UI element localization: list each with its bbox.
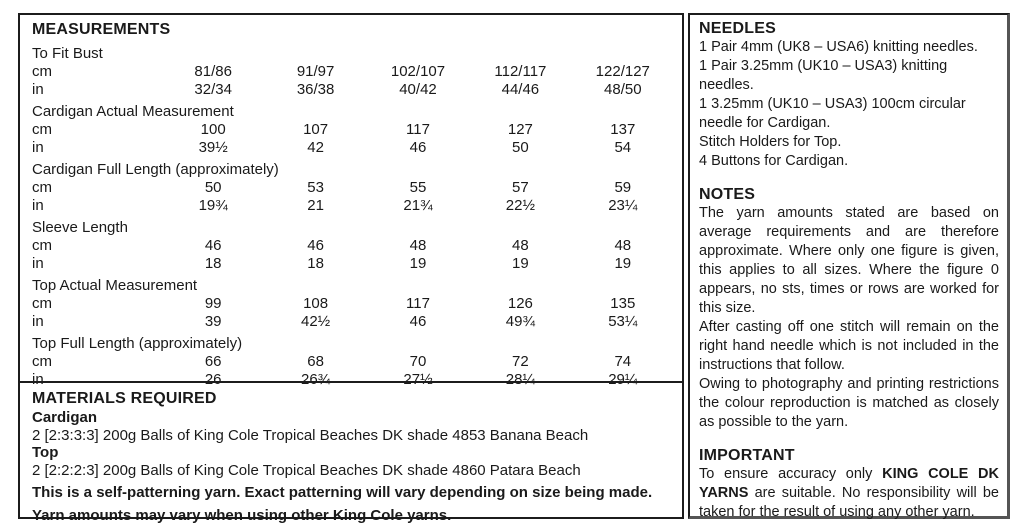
unit-label: in <box>32 196 44 214</box>
measurement-value: 27½ <box>403 370 433 388</box>
measurement-row-cm <box>32 353 674 371</box>
materials-note-yarn-amounts: Yarn amounts may vary when using other King Cole yarns. <box>32 506 452 524</box>
measurement-value: 44/46 <box>501 80 540 98</box>
materials-item-text-cardigan: 2 [2:3:3:3] 200g Balls of King Cole Tropical Beaches DK shade 4853 Banana Beach <box>32 426 589 444</box>
measurement-row-in <box>32 255 674 273</box>
measurement-value: 39½ <box>198 138 228 156</box>
measurement-group-label: Sleeve Length <box>32 219 128 236</box>
important-paragraph <box>699 465 999 522</box>
needles-line: 1 3.25mm (UK10 – USA3) 100cm circular needle for Cardigan. <box>699 96 966 131</box>
measurement-value: 19 <box>512 254 529 272</box>
unit-label: in <box>32 312 44 330</box>
measurement-group-label: Top Actual Measurement <box>32 277 198 294</box>
measurement-row-cm <box>32 237 674 255</box>
measurement-group-label: Top Full Length (approximately) <box>32 335 243 352</box>
unit-label: cm <box>32 295 52 312</box>
unit-label: cm <box>32 353 52 370</box>
unit-label: in <box>32 254 44 272</box>
important-bold-brand: KING COLE DK YARNS <box>699 466 999 501</box>
needles-line: 1 Pair 4mm (UK8 – USA6) knitting needles. <box>699 39 978 55</box>
needles-section <box>699 19 999 171</box>
needles-line: 4 Buttons for Cardigan. <box>699 153 849 169</box>
measurement-value: 126 <box>507 295 533 312</box>
left-panel <box>18 13 684 524</box>
measurement-value: 49¾ <box>505 312 535 330</box>
measurement-value: 108 <box>303 295 329 312</box>
right-panel <box>688 13 1010 519</box>
needles-line: 1 Pair 3.25mm (UK10 – USA3) knitting needles. <box>699 58 948 93</box>
measurement-row-in <box>32 197 674 215</box>
important-title: IMPORTANT <box>699 447 795 464</box>
measurement-value: 48 <box>614 237 632 254</box>
measurement-value: 48 <box>409 237 427 254</box>
measurement-value: 42 <box>307 138 324 156</box>
needles-line: Stitch Holders for Top. <box>699 134 842 150</box>
measurement-row-cm <box>32 121 674 139</box>
measurement-value: 53 <box>307 179 324 196</box>
measurement-value: 39 <box>204 312 222 330</box>
measurement-row-cm <box>32 63 674 81</box>
spacer <box>699 432 999 446</box>
measurement-value: 54 <box>614 138 632 156</box>
measurement-value: 46 <box>307 237 324 254</box>
unit-label: cm <box>32 121 52 138</box>
measurement-value: 21 <box>307 196 324 214</box>
measurement-row-in <box>32 313 674 331</box>
measurement-value: 32/34 <box>194 80 232 98</box>
materials-title: MATERIALS REQUIRED <box>32 390 217 407</box>
unit-label: cm <box>32 237 52 254</box>
unit-label: cm <box>32 63 52 80</box>
measurement-value: 23¼ <box>608 196 638 214</box>
measurement-value: 26¾ <box>300 370 331 388</box>
notes-title: NOTES <box>699 186 756 203</box>
measurement-group-sleeve-length <box>32 219 674 272</box>
measurement-value: 55 <box>409 179 427 196</box>
measurement-group-cardigan-actual <box>32 103 674 156</box>
measurement-value: 48/50 <box>604 80 642 98</box>
unit-label: in <box>32 80 44 98</box>
measurement-value: 42½ <box>300 312 331 330</box>
notes-paragraph: The yarn amounts stated are based on average requirements and are therefore approximate. Where only one figure is given, this applies to all sizes. Where the figure 0 appears, no sts, times or rows are worked for this size. <box>699 205 999 316</box>
measurement-value: 100 <box>200 121 226 138</box>
measurement-value: 59 <box>614 179 632 196</box>
materials-item-heading-top: Top <box>32 444 59 461</box>
measurement-value: 74 <box>614 353 632 370</box>
measurement-value: 40/42 <box>399 80 437 98</box>
measurement-value: 22½ <box>505 196 535 214</box>
measurements-section <box>20 15 682 388</box>
measurement-group-label: Cardigan Actual Measurement <box>32 103 234 120</box>
measurement-value: 122/127 <box>595 63 650 80</box>
unit-label: in <box>32 370 44 388</box>
measurements-table <box>32 45 674 388</box>
measurement-value: 127 <box>507 121 533 138</box>
materials-item-text-top: 2 [2:2:2:3] 200g Balls of King Cole Tropical Beaches DK shade 4860 Patara Beach <box>32 461 581 479</box>
unit-label: in <box>32 138 44 156</box>
materials-item-heading-cardigan: Cardigan <box>32 409 98 426</box>
unit-label: cm <box>32 179 52 196</box>
measurement-value: 91/97 <box>296 63 335 80</box>
measurement-value: 50 <box>204 179 222 196</box>
measurement-value: 48 <box>512 237 529 254</box>
measurement-value: 46 <box>409 138 427 156</box>
important-section <box>699 446 999 522</box>
measurement-value: 19¾ <box>198 196 228 214</box>
measurement-group-label: Cardigan Full Length (approximately) <box>32 161 279 178</box>
measurement-value: 117 <box>406 121 430 138</box>
measurement-value: 29¼ <box>608 370 638 388</box>
measurement-value: 99 <box>204 295 222 312</box>
measurement-value: 102/107 <box>390 63 446 80</box>
measurement-value: 72 <box>512 353 529 370</box>
measurement-value: 68 <box>307 353 324 370</box>
measurement-value: 19 <box>614 254 632 272</box>
measurement-value: 112/117 <box>494 63 547 80</box>
measurement-value: 21¾ <box>403 196 433 214</box>
measurement-value: 19 <box>409 254 427 272</box>
measurement-value: 57 <box>512 179 529 196</box>
measurement-row-cm <box>32 295 674 313</box>
measurement-value: 117 <box>406 295 430 312</box>
measurement-value: 36/38 <box>296 80 335 98</box>
measurement-value: 81/86 <box>194 63 232 80</box>
measurement-row-cm <box>32 179 674 197</box>
measurement-value: 46 <box>204 237 222 254</box>
measurement-value: 50 <box>512 138 529 156</box>
important-text-before: To ensure accuracy only <box>699 466 883 482</box>
materials-section <box>20 381 682 524</box>
materials-note-self-patterning: This is a self-patterning yarn. Exact patterning will vary depending on size being made. <box>32 484 653 501</box>
measurement-value: 135 <box>610 295 636 312</box>
notes-section <box>699 185 999 432</box>
measurement-group-top-actual <box>32 277 674 330</box>
notes-paragraph: After casting off one stitch will remain on the right hand needle which is not included in the instructions that follow. <box>699 319 999 373</box>
notes-paragraph: Owing to photography and printing restrictions the colour reproduction is matched as closely as possible to the yarn. <box>699 376 999 430</box>
measurement-value: 137 <box>610 121 636 138</box>
measurement-value: 26 <box>204 370 222 388</box>
measurement-row-in <box>32 139 674 157</box>
measurement-group-to-fit-bust <box>32 45 674 98</box>
spacer <box>699 171 999 185</box>
measurement-value: 18 <box>307 254 324 272</box>
measurement-value: 46 <box>409 312 427 330</box>
needles-title: NEEDLES <box>699 20 776 37</box>
measurement-value: 70 <box>409 353 427 370</box>
measurement-group-label: To Fit Bust <box>32 45 103 62</box>
measurements-title: MEASUREMENTS <box>32 21 171 38</box>
measurement-value: 66 <box>204 353 222 370</box>
measurement-value: 28¼ <box>505 370 535 388</box>
measurement-value: 18 <box>204 254 222 272</box>
important-text-after: are suitable. No responsibility will be taken for the result of using any other yarn. <box>699 485 999 520</box>
measurement-value: 53¼ <box>608 312 638 330</box>
measurement-group-cardigan-length <box>32 161 674 214</box>
measurement-value: 107 <box>303 121 329 138</box>
measurement-row-in <box>32 81 674 99</box>
